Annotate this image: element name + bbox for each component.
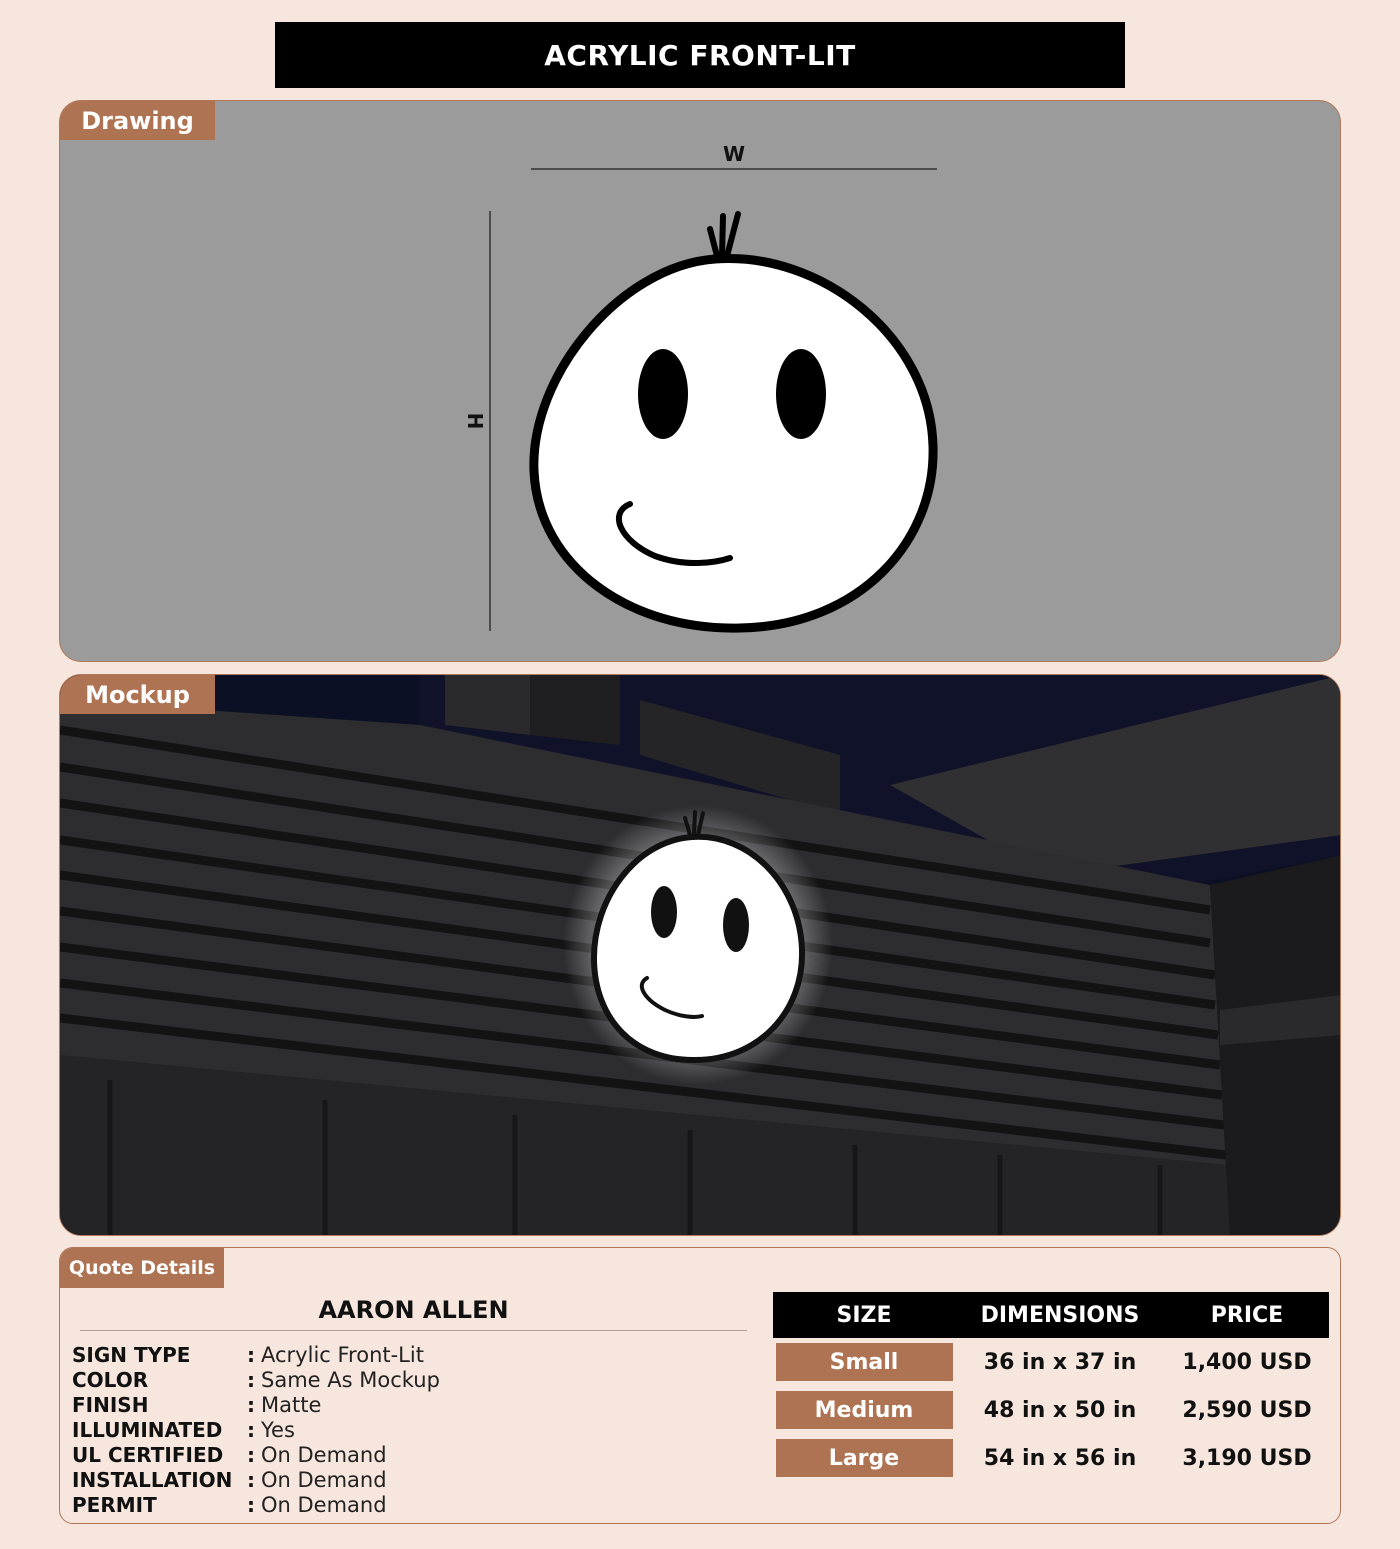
divider [80,1330,747,1331]
price-cell: 2,590 USD [1182,1397,1312,1423]
mockup-photo [60,675,1341,1236]
spec-value: On Demand [261,1442,387,1467]
spec-label: UL CERTIFIED [72,1442,224,1467]
spec-colon: : [247,1467,255,1492]
spec-value: Matte [261,1392,322,1417]
spec-row [72,1392,440,1417]
table-row [773,1338,1329,1386]
spec-row [72,1467,440,1492]
drawing-panel [59,100,1341,662]
spec-row [72,1417,440,1442]
dimensions-cell: 54 in x 56 in [983,1445,1137,1471]
spec-label: FINISH [72,1392,149,1417]
spec-colon: : [247,1492,255,1517]
spec-colon: : [247,1342,255,1367]
price-table-header [773,1292,1329,1338]
size-large-badge: Large [776,1439,953,1477]
spec-label: COLOR [72,1367,149,1392]
dimensions-cell: 48 in x 50 in [983,1397,1137,1423]
table-row [773,1386,1329,1434]
spec-row [72,1342,440,1367]
spec-value: Acrylic Front-Lit [261,1342,424,1367]
size-medium-badge: Medium [776,1391,953,1429]
smiley-face-icon [534,214,933,628]
mockup-panel [59,674,1341,1236]
width-label: W [722,142,746,166]
height-label: H [463,412,487,430]
table-row [773,1434,1329,1482]
spec-label: INSTALLATION [72,1467,233,1492]
drawing-tab: Drawing [60,101,215,140]
size-small-badge: Small [776,1343,953,1381]
price-cell: 1,400 USD [1182,1349,1312,1375]
spec-row [72,1442,440,1467]
spec-label: PERMIT [72,1492,157,1517]
price-cell: 3,190 USD [1182,1445,1312,1471]
spec-row [72,1492,440,1517]
sign-drawing [60,101,1341,662]
spec-label: SIGN TYPE [72,1342,191,1367]
spec-list [72,1342,440,1517]
header-dimensions: DIMENSIONS [980,1302,1140,1328]
spec-label: ILLUMINATED [72,1417,223,1442]
spec-value: On Demand [261,1467,387,1492]
spec-value: Yes [261,1417,295,1442]
customer-name: AARON ALLEN [318,1296,509,1324]
page-title: ACRYLIC FRONT-LIT [275,22,1125,88]
spec-row [72,1367,440,1392]
quote-details-panel [59,1247,1341,1524]
spec-colon: : [247,1392,255,1417]
header-price: PRICE [1210,1302,1284,1328]
spec-value: Same As Mockup [261,1367,440,1392]
quote-details-tab: Quote Details [60,1248,224,1288]
spec-colon: : [247,1417,255,1442]
price-table [773,1292,1329,1482]
mockup-tab: Mockup [60,675,215,714]
spec-colon: : [247,1442,255,1467]
spec-colon: : [247,1367,255,1392]
header-size: SIZE [836,1302,892,1328]
spec-value: On Demand [261,1492,387,1517]
dimensions-cell: 36 in x 37 in [983,1349,1137,1375]
